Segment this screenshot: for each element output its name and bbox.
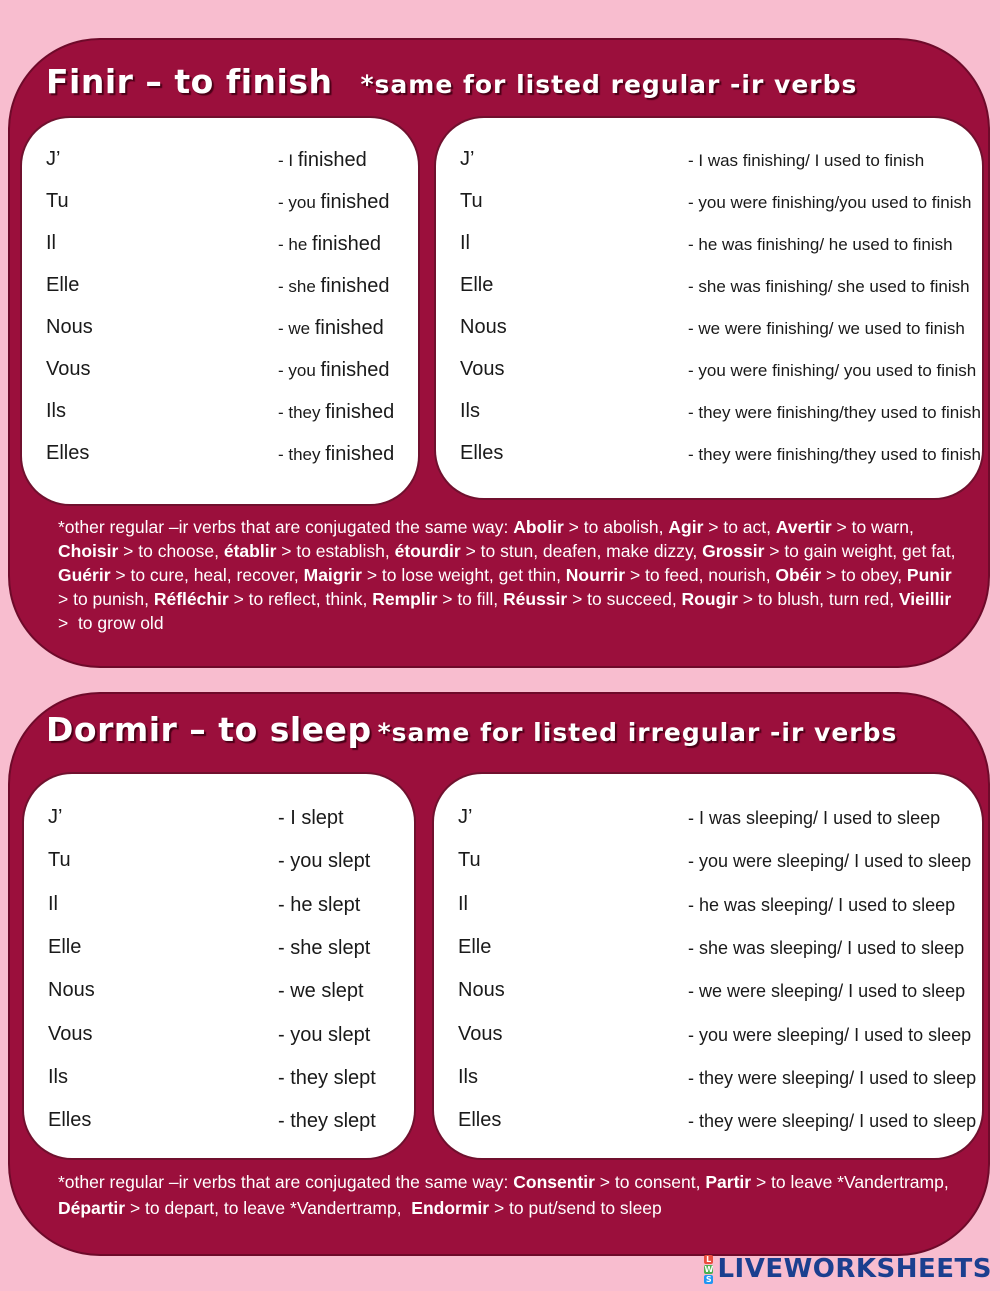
pronoun: Il bbox=[48, 892, 58, 915]
note-intro: *other regular –ir verbs that are conjugated the same way: bbox=[58, 517, 514, 537]
pronoun: Elle bbox=[46, 274, 80, 296]
translation-subject: - you bbox=[278, 361, 321, 380]
note-intro: *other regular –ir verbs that are conjugated the same way: bbox=[58, 1172, 514, 1192]
verb-name: Remplir bbox=[372, 589, 438, 609]
pronoun: Elles bbox=[48, 1109, 92, 1132]
pronoun: Elle bbox=[460, 274, 494, 296]
conjugation-row bbox=[434, 1109, 982, 1139]
verb-meaning: > to lose weight, get thin, bbox=[361, 565, 566, 585]
verb-meaning: > to choose, bbox=[118, 541, 224, 561]
translation: - they were finishing/they used to finish bbox=[688, 445, 981, 464]
pronoun: Nous bbox=[458, 979, 505, 1002]
pronoun: Il bbox=[46, 232, 56, 254]
conjugation-row bbox=[22, 274, 418, 304]
pronoun: Nous bbox=[46, 316, 93, 338]
verb-name: Endormir bbox=[411, 1198, 490, 1218]
dormir-other-verbs-note bbox=[58, 1169, 983, 1221]
verb-meaning: > to grow old bbox=[58, 589, 957, 633]
pronoun: Nous bbox=[48, 979, 95, 1002]
translation-verb: finished bbox=[320, 359, 390, 381]
conjugation-row bbox=[24, 849, 414, 879]
pronoun: Tu bbox=[48, 849, 71, 872]
pronoun: J’ bbox=[458, 806, 473, 828]
verb-name: Grossir bbox=[702, 541, 765, 561]
translation: - she was finishing/ she used to finish bbox=[688, 277, 970, 296]
verb-meaning: > to gain weight, get fat, bbox=[764, 541, 961, 561]
translation-verb: finished bbox=[320, 275, 390, 297]
translation: - I was finishing/ I used to finish bbox=[688, 151, 925, 170]
verb-name: Réussir bbox=[503, 589, 568, 609]
verb-name: Vieillir bbox=[898, 589, 952, 609]
verb-meaning: > to establish, bbox=[276, 541, 395, 561]
translation-subject: - they bbox=[278, 403, 326, 422]
conjugation-row bbox=[436, 274, 982, 304]
pronoun: Elle bbox=[48, 935, 82, 958]
conjugation-row bbox=[22, 316, 418, 346]
finir-title: Finir – to finish bbox=[46, 62, 333, 101]
finir-subtitle: *same for listed regular -ir verbs bbox=[360, 70, 858, 99]
pronoun: Vous bbox=[460, 358, 505, 380]
translation bbox=[278, 191, 389, 214]
conjugation-row bbox=[434, 806, 982, 836]
translation bbox=[278, 401, 394, 424]
translation bbox=[278, 443, 394, 466]
verb-name: Réfléchir bbox=[153, 589, 229, 609]
pronoun: Ils bbox=[46, 400, 66, 422]
translation: - they were sleeping/ I used to sleep bbox=[688, 1067, 977, 1088]
dormir-panel bbox=[10, 694, 988, 1254]
verb-meaning: > to consent, bbox=[594, 1172, 706, 1192]
translation-verb: finished bbox=[312, 233, 381, 255]
verb-name: étourdir bbox=[394, 541, 461, 561]
translation: - they slept bbox=[278, 1066, 376, 1089]
conjugation-row bbox=[24, 893, 414, 923]
translation: - she was sleeping/ I used to sleep bbox=[688, 937, 965, 958]
translation bbox=[278, 275, 389, 298]
dormir-passe-compose-card bbox=[24, 774, 414, 1158]
verb-meaning: > to succeed, bbox=[567, 589, 682, 609]
translation-verb: finished bbox=[325, 401, 395, 423]
translation-verb: finished bbox=[297, 149, 367, 171]
verb-meaning: > to feed, nourish, bbox=[625, 565, 776, 585]
finir-imparfait-card bbox=[436, 118, 982, 498]
verb-meaning: > to put/send to sleep bbox=[489, 1198, 662, 1218]
translation: - you were finishing/you used to finish bbox=[688, 193, 972, 212]
conjugation-row bbox=[434, 1023, 982, 1053]
conjugation-row bbox=[436, 232, 982, 262]
conjugation-row bbox=[434, 936, 982, 966]
conjugation-row bbox=[436, 316, 982, 346]
conjugation-row bbox=[24, 979, 414, 1009]
pronoun: Tu bbox=[458, 849, 481, 872]
conjugation-row bbox=[22, 358, 418, 388]
translation-subject: - she bbox=[278, 277, 321, 296]
translation: - he slept bbox=[278, 893, 361, 916]
verb-meaning: > to fill, bbox=[437, 589, 504, 609]
verb-name: Guérir bbox=[58, 565, 111, 585]
verb-name: Agir bbox=[668, 517, 704, 537]
pronoun: J’ bbox=[46, 148, 61, 170]
translation-subject: - you bbox=[278, 193, 321, 212]
dormir-title: Dormir – to sleep bbox=[46, 710, 372, 749]
pronoun: Vous bbox=[458, 1022, 503, 1045]
finir-other-verbs-note bbox=[58, 515, 961, 635]
verb-name: Rougir bbox=[681, 589, 738, 609]
pronoun: J’ bbox=[460, 148, 475, 170]
liveworksheets-watermark bbox=[704, 1254, 992, 1284]
verb-meaning: > to cure, heal, recover, bbox=[110, 565, 304, 585]
conjugation-row bbox=[24, 806, 414, 836]
translation: - I slept bbox=[278, 807, 344, 829]
translation: - you slept bbox=[278, 850, 371, 873]
conjugation-row bbox=[436, 400, 982, 430]
translation: - she slept bbox=[278, 936, 371, 959]
translation: - we slept bbox=[278, 980, 364, 1003]
pronoun: J’ bbox=[48, 806, 63, 828]
translation-verb: finished bbox=[325, 443, 395, 465]
verb-name: Partir bbox=[705, 1172, 752, 1192]
translation: - we were finishing/ we used to finish bbox=[688, 319, 965, 338]
pronoun: Tu bbox=[460, 190, 483, 212]
translation: - they were finishing/they used to finish bbox=[688, 403, 981, 422]
pronoun: Vous bbox=[46, 358, 91, 380]
finir-passe-compose-card bbox=[22, 118, 418, 504]
translation: - you were finishing/ you used to finish bbox=[688, 361, 977, 380]
conjugation-row bbox=[434, 979, 982, 1009]
translation bbox=[278, 359, 389, 382]
conjugation-row bbox=[24, 1023, 414, 1053]
translation: - he was sleeping/ I used to sleep bbox=[688, 894, 956, 915]
conjugation-row bbox=[434, 849, 982, 879]
pronoun: Ils bbox=[458, 1065, 478, 1088]
translation-subject: - we bbox=[278, 319, 315, 338]
verb-meaning: > to blush, turn red, bbox=[737, 589, 899, 609]
translation: - they were sleeping/ I used to sleep bbox=[688, 1111, 977, 1132]
dormir-title-line bbox=[46, 710, 897, 749]
pronoun: Elles bbox=[46, 442, 90, 464]
verb-name: Punir bbox=[906, 565, 952, 585]
pronoun: Vous bbox=[48, 1022, 93, 1045]
finir-title-line bbox=[46, 62, 857, 101]
verb-meaning: > to act, bbox=[703, 517, 776, 537]
conjugation-row bbox=[434, 893, 982, 923]
translation: - you were sleeping/ I used to sleep bbox=[688, 1024, 972, 1045]
conjugation-row bbox=[434, 1066, 982, 1096]
translation-subject: - they bbox=[278, 445, 326, 464]
pronoun: Tu bbox=[46, 190, 69, 212]
translation: - he was finishing/ he used to finish bbox=[688, 235, 953, 254]
pronoun: Elles bbox=[458, 1109, 502, 1132]
conjugation-row bbox=[22, 232, 418, 262]
conjugation-row bbox=[24, 1066, 414, 1096]
translation: - you were sleeping/ I used to sleep bbox=[688, 851, 972, 872]
translation-verb: finished bbox=[314, 317, 384, 339]
conjugation-row bbox=[24, 936, 414, 966]
pronoun: Elle bbox=[458, 935, 492, 958]
translation bbox=[278, 233, 381, 256]
pronoun: Ils bbox=[48, 1065, 68, 1088]
verb-meaning: > to punish, bbox=[58, 565, 957, 609]
verb-meaning: > to abolish, bbox=[563, 517, 669, 537]
conjugation-row bbox=[436, 148, 982, 178]
verb-name: Choisir bbox=[58, 541, 119, 561]
verb-name: Départir bbox=[58, 1198, 126, 1218]
verb-meaning: > to stun, deafen, make dizzy, bbox=[460, 541, 703, 561]
translation bbox=[278, 149, 367, 172]
translation: - they slept bbox=[278, 1110, 376, 1133]
verb-name: Abolir bbox=[513, 517, 564, 537]
translation-subject: - I bbox=[278, 151, 298, 170]
dormir-subtitle: *same for listed irregular -ir verbs bbox=[377, 718, 898, 747]
pronoun: Ils bbox=[460, 400, 480, 422]
verb-meaning: > to warn, bbox=[831, 517, 919, 537]
conjugation-row bbox=[436, 190, 982, 220]
translation-verb: finished bbox=[320, 191, 390, 213]
translation: - you slept bbox=[278, 1023, 371, 1046]
liveworksheets-logo-icon: L W S bbox=[704, 1254, 714, 1284]
conjugation-row bbox=[22, 400, 418, 430]
pronoun: Elles bbox=[460, 442, 504, 464]
verb-name: Nourrir bbox=[565, 565, 626, 585]
translation bbox=[278, 317, 384, 340]
conjugation-row bbox=[436, 358, 982, 388]
verb-name: Obéir bbox=[775, 565, 822, 585]
verb-meaning: > to leave *Vandertramp, bbox=[751, 1172, 954, 1192]
verb-meaning: > to depart, to leave *Vandertramp, bbox=[125, 1198, 412, 1218]
conjugation-row bbox=[22, 190, 418, 220]
pronoun: Il bbox=[458, 892, 468, 915]
translation: - we were sleeping/ I used to sleep bbox=[688, 981, 966, 1002]
verb-name: Maigrir bbox=[303, 565, 362, 585]
watermark-text: LIVEWORKSHEETS bbox=[717, 1254, 992, 1284]
verb-name: Avertir bbox=[775, 517, 832, 537]
verb-name: établir bbox=[223, 541, 277, 561]
verb-meaning: > to reflect, think, bbox=[228, 589, 373, 609]
conjugation-row bbox=[22, 148, 418, 178]
translation: - I was sleeping/ I used to sleep bbox=[688, 808, 941, 828]
finir-panel bbox=[10, 40, 988, 666]
verb-name: Consentir bbox=[513, 1172, 595, 1192]
conjugation-row bbox=[24, 1109, 414, 1139]
pronoun: Nous bbox=[460, 316, 507, 338]
verb-meaning: > to obey, bbox=[821, 565, 907, 585]
translation-subject: - he bbox=[278, 235, 313, 254]
dormir-imparfait-card bbox=[434, 774, 982, 1158]
conjugation-row bbox=[22, 442, 418, 472]
pronoun: Il bbox=[460, 232, 470, 254]
conjugation-row bbox=[436, 442, 982, 472]
